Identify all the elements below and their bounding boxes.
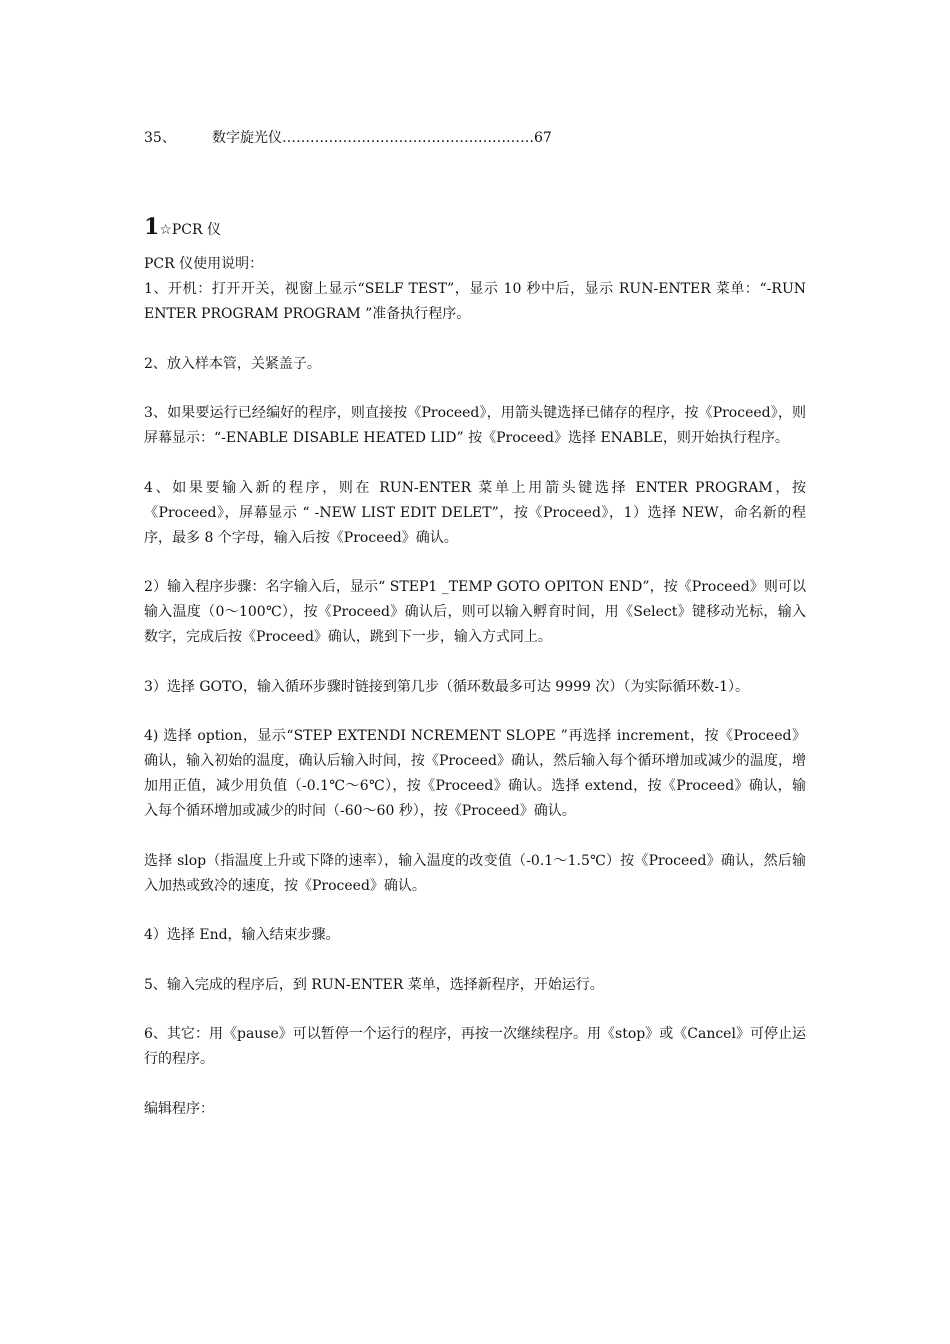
paragraph-goto: 3）选择 GOTO，输入循环步骤时链接到第几步（循环数最多可达 9999 次）（为实际循环数-1）。 — [144, 678, 749, 695]
paragraph-option: 4) 选择 option，显示“STEP EXTENDI NCREMENT SLOPE ”再选择 increment，按《Proceed》确认，输入初始的温度，确认后输入时间，按《Proceed》确认，然后输入每个循环增加或减少的温度，增加用正值，减少用负值（-0.1℃～6℃），按《Proceed》确认。选择 extend，按《Proceed》确认，输入每个循环增加或减少的时间（-60～60 秒），按《Proceed》确认。 — [144, 728, 806, 819]
section-heading — [144, 212, 221, 245]
toc-number: 35、 — [144, 130, 176, 146]
toc-entry — [144, 128, 552, 148]
paragraph-run-stored-program: 3、如果要运行已经编好的程序，则直接按《Proceed》，用箭头键选择已储存的程序，按《Proceed》，则屏幕显示：“-ENABLE DISABLE HEATED LID” 按《Proceed》选择 ENABLE，则开始执行程序。 — [144, 405, 806, 446]
toc-page-number: 67 — [534, 130, 552, 146]
paragraph-program-steps: 2）输入程序步骤：名字输入后，显示“ STEP1 _TEMP GOTO OPITON END”，按《Proceed》则可以输入温度（0～100℃），按《Proceed》确认后，则可以输入孵育时间，用《Select》键移动光标，输入数字，完成后按《Proceed》确认，跳到下一步，输入方式同上。 — [144, 579, 806, 645]
paragraph-end: 4）选择 End，输入结束步骤。 — [144, 927, 340, 943]
document-body — [144, 252, 806, 1146]
intro-line: PCR 仪使用说明： — [144, 256, 264, 272]
paragraph-load-samples: 2、放入样本管，关紧盖子。 — [144, 355, 321, 372]
paragraph-other: 6、其它：用《pause》可以暂停一个运行的程序，再按一次继续程序。用《stop》或《Cancel》可停止运行的程序。 — [144, 1026, 806, 1067]
paragraph-run-new: 5、输入完成的程序后，到 RUN-ENTER 菜单，选择新程序，开始运行。 — [144, 976, 604, 993]
toc-leader-dots: ……………………………………………… — [282, 130, 534, 146]
paragraph-edit-program: 编辑程序： — [144, 1100, 214, 1117]
section-title: ☆PCR 仪 — [159, 222, 221, 238]
paragraph-power-on: 1、开机：打开开关，视窗上显示“SELF TEST”，显示 10 秒中后，显示 RUN-ENTER 菜单：“-RUN ENTER PROGRAM PROGRAM ”准备执行程序。 — [144, 281, 806, 322]
toc-title: 数字旋光仪 — [212, 130, 282, 146]
paragraph-slope: 选择 slop（指温度上升或下降的速率），输入温度的改变值（-0.1～1.5℃）按《Proceed》确认，然后输入加热或致冷的速度，按《Proceed》确认。 — [144, 852, 806, 894]
section-number: 1 — [144, 214, 160, 240]
paragraph-new-program: 4、如果要输入新的程序，则在 RUN-ENTER 菜单上用箭头键选择 ENTER PROGRAM，按《Proceed》，屏幕显示 “ -NEW LIST EDIT DELET”，按《Proceed》，1）选择 NEW，命名新的程序，最多 8 个字母，输入后按《Proceed》确认。 — [144, 479, 806, 546]
